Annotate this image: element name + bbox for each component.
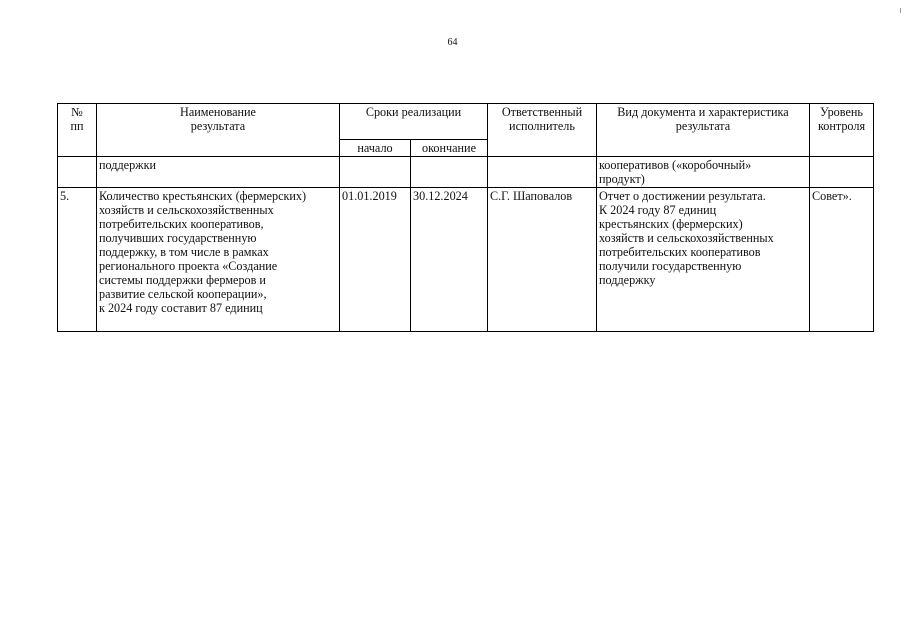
header-period-end: окончание bbox=[411, 140, 488, 157]
header-period: Сроки реализации bbox=[340, 104, 488, 140]
header-row bbox=[58, 104, 874, 140]
table-row bbox=[58, 188, 874, 332]
header-name: Наименование результата bbox=[97, 104, 340, 157]
edge-mark bbox=[900, 8, 901, 13]
cell-start bbox=[340, 157, 411, 188]
cell-end: 30.12.2024 bbox=[411, 188, 488, 332]
cell-name: Количество крестьянских (фермерских) хозяйств и сельскохозяйственных потребительских кооперативов, получивших государственную поддержку, в том числе в рамках регионального проекта «Создание системы поддержки фермеров и развитие сельской кооперации», к 2024 году составит 87 единиц bbox=[97, 188, 340, 332]
cell-num: 5. bbox=[58, 188, 97, 332]
cell-num bbox=[58, 157, 97, 188]
page-number: 64 bbox=[447, 37, 458, 48]
header-period-start: начало bbox=[340, 140, 411, 157]
cell-name: поддержки bbox=[97, 157, 340, 188]
cell-start: 01.01.2019 bbox=[340, 188, 411, 332]
header-num: № пп bbox=[58, 104, 97, 157]
cell-doc-type: Отчет о достижении результата. К 2024 году 87 единиц крестьянских (фермерских) хозяйств и сельскохозяйственных потребительских кооперативов получили государственную поддержку bbox=[597, 188, 810, 332]
results-table bbox=[57, 103, 874, 332]
cell-executor: С.Г. Шаповалов bbox=[488, 188, 597, 332]
cell-control bbox=[810, 157, 874, 188]
header-executor: Ответственный исполнитель bbox=[488, 104, 597, 157]
cell-doc-type: кооперативов («коробочный» продукт) bbox=[597, 157, 810, 188]
cell-end bbox=[411, 157, 488, 188]
header-doc-type: Вид документа и характеристика результата bbox=[597, 104, 810, 157]
cell-control: Совет». bbox=[810, 188, 874, 332]
header-control: Уровень контроля bbox=[810, 104, 874, 157]
cell-executor bbox=[488, 157, 597, 188]
table-row bbox=[58, 157, 874, 188]
